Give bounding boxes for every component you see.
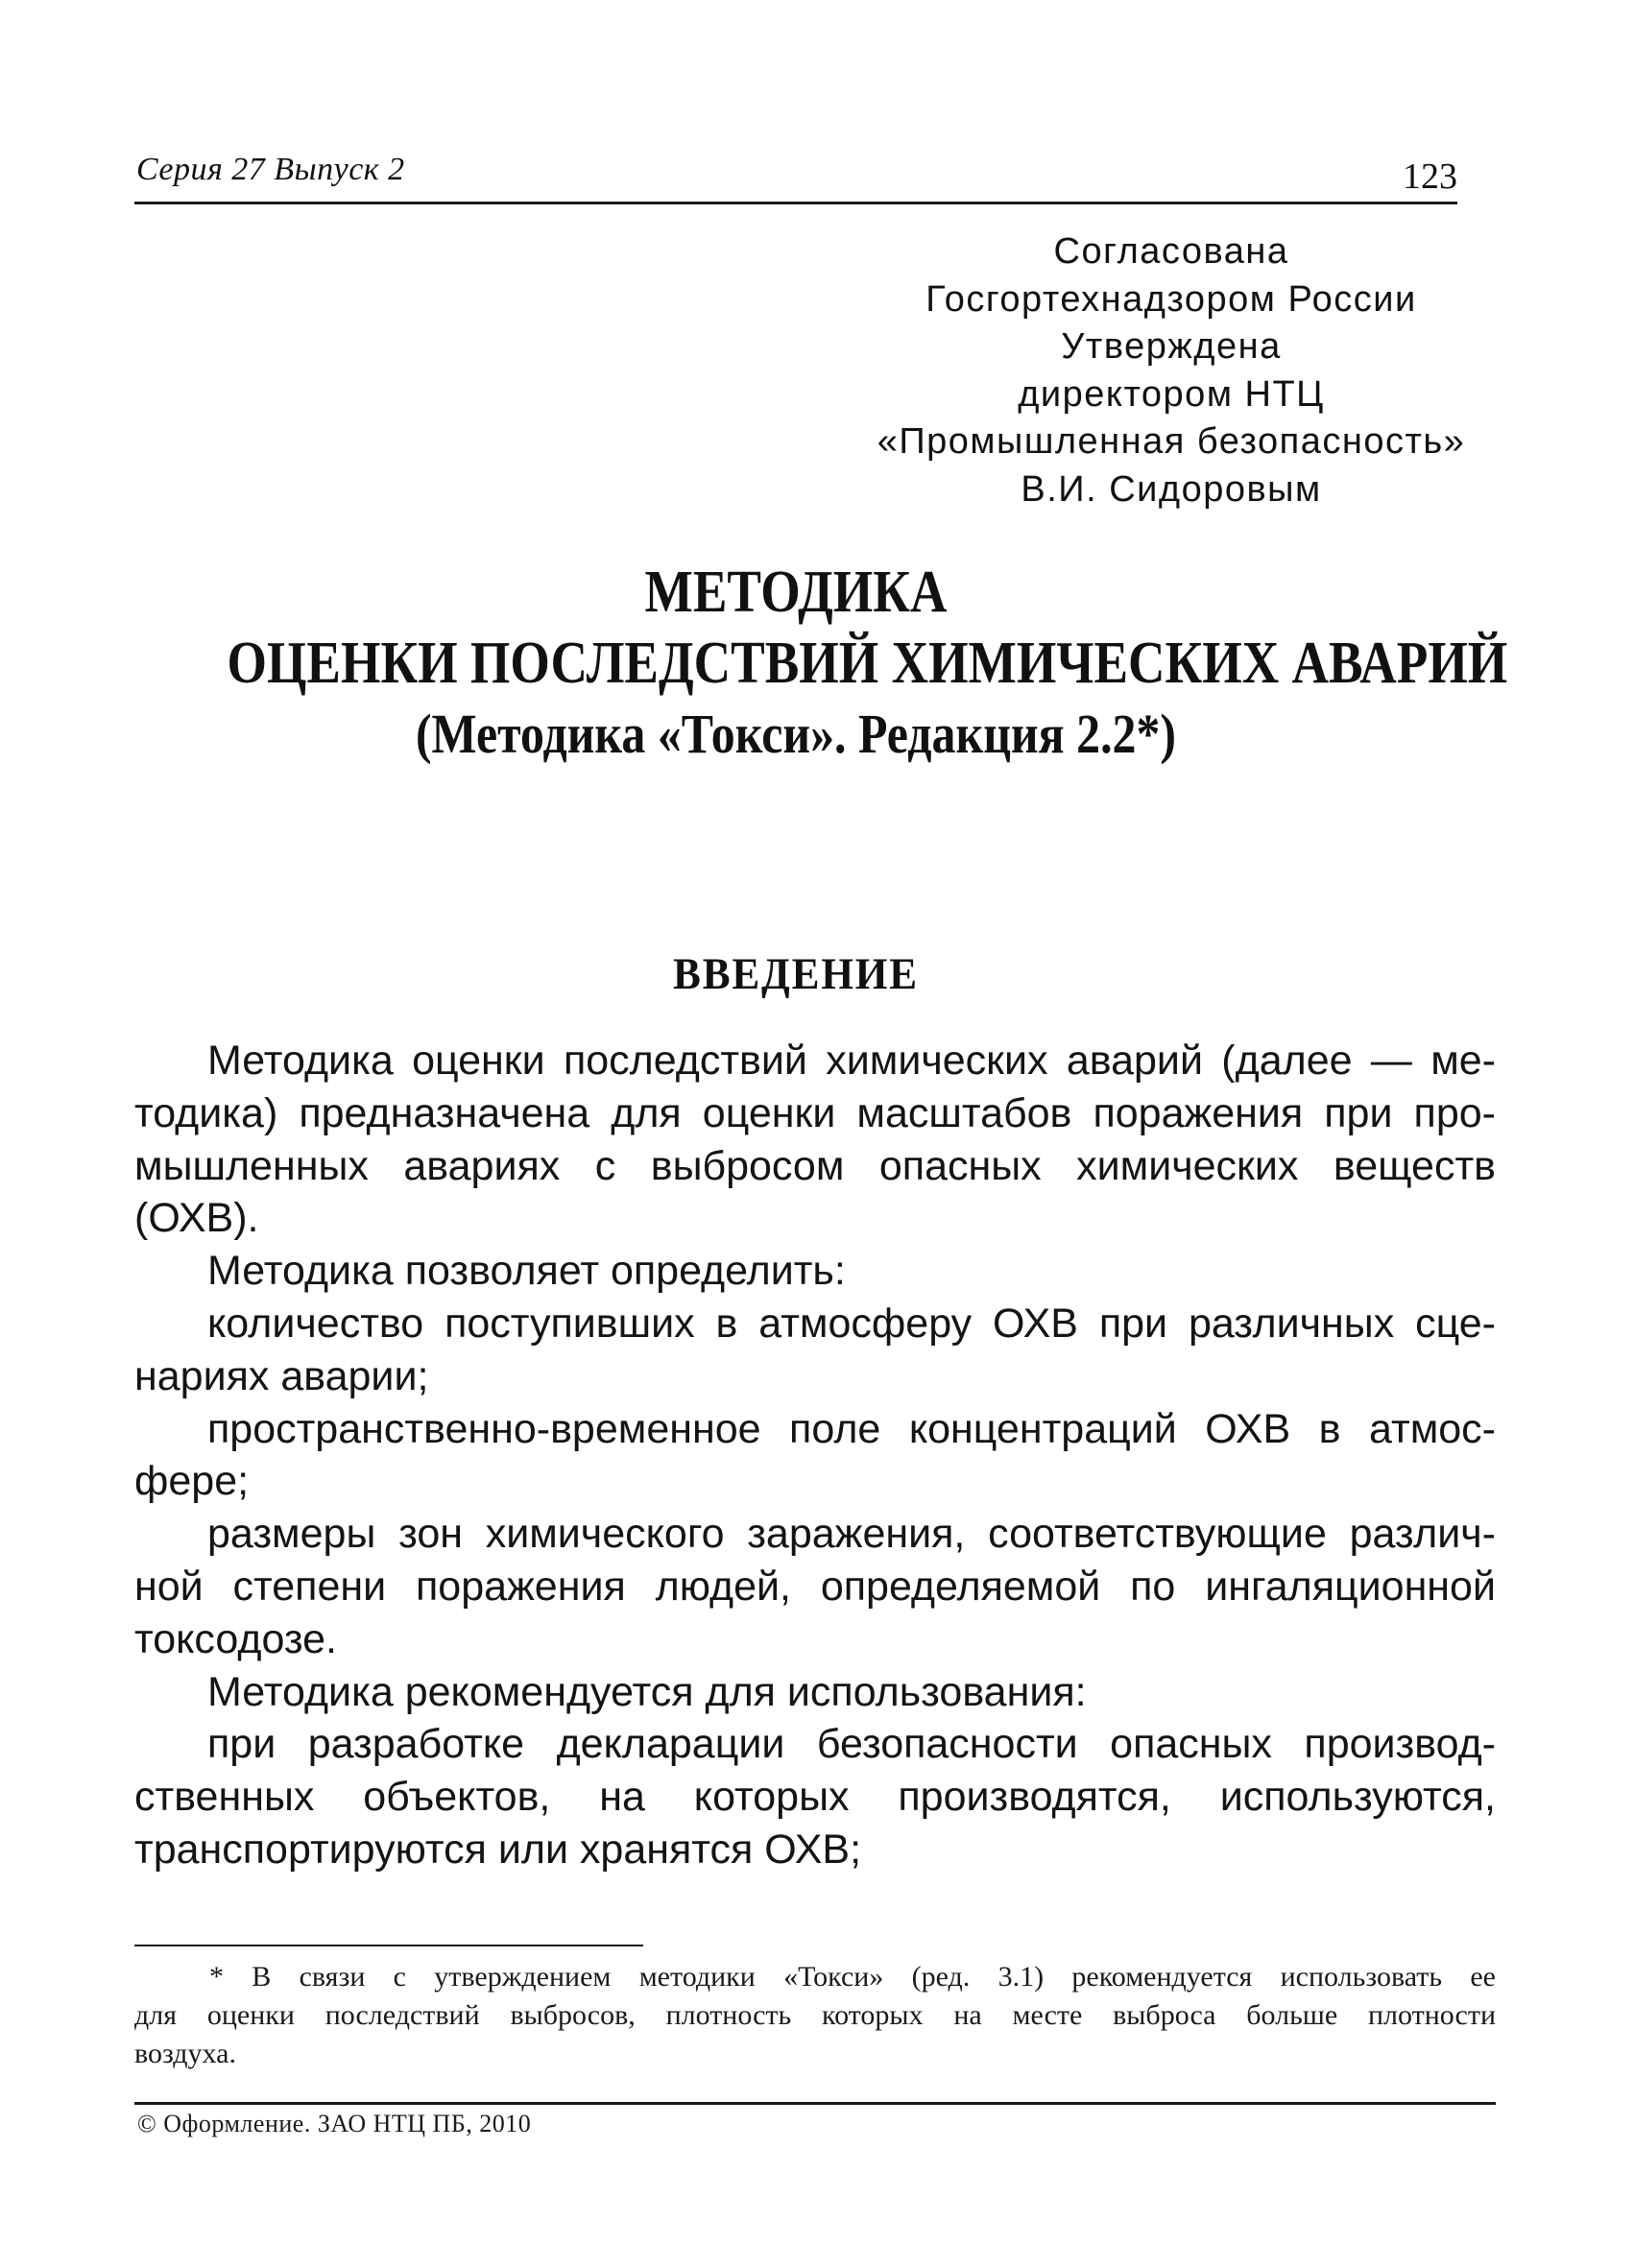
body-line: транспортируются или хранятся ОХВ; <box>134 1826 862 1873</box>
approval-line: Госгортехнадзором России <box>925 278 1417 320</box>
body-text <box>134 1035 1496 1876</box>
document-title <box>134 557 1508 770</box>
body-line: Методика рекомендуется для использования: <box>207 1668 1087 1715</box>
body-line: ной степени поражения людей, определяемой по ингаляционной <box>134 1563 1496 1610</box>
body-line: ственных объектов, на которых производятся, используются, <box>134 1774 1496 1821</box>
body-line: (ОХВ). <box>134 1195 259 1242</box>
approval-line: Согласована <box>1053 231 1289 272</box>
copyright-notice: © Оформление. ЗАО НТЦ ПБ, 2010 <box>137 2110 532 2137</box>
footnote-line: воздуха. <box>134 2038 236 2069</box>
body-line: Методика позволяет определить: <box>207 1248 846 1295</box>
footnote-rule <box>134 1945 643 1946</box>
approval-block <box>835 228 1507 513</box>
body-line: размеры зон химического заражения, соответствующие различ- <box>207 1511 1496 1558</box>
approval-line: Утверждена <box>1061 326 1282 367</box>
running-header <box>134 146 1457 204</box>
body-line: мышленных авариях с выбросом опасных химических веществ <box>134 1142 1496 1189</box>
body-line: токсодозе. <box>134 1615 337 1662</box>
approval-line: В.И. Сидоровым <box>1021 468 1322 510</box>
body-line: количество поступивших в атмосферу ОХВ при различных сце- <box>207 1300 1496 1347</box>
page-number: 123 <box>1403 156 1457 197</box>
body-line: тодика) предназначена для оценки масштабов поражения при про- <box>134 1089 1496 1136</box>
title-line-1: МЕТОДИКА <box>644 560 948 625</box>
title-line-3: (Методика «Токси». Редакция 2.2*) <box>415 703 1177 765</box>
body-line: нариях аварии; <box>134 1352 429 1399</box>
body-line: фере; <box>134 1458 250 1505</box>
title-line-2: ОЦЕНКИ ПОСЛЕДСТВИЙ ХИМИЧЕСКИХ АВАРИЙ <box>227 631 1508 696</box>
body-line: при разработке декларации безопасности опасных производ- <box>207 1721 1496 1768</box>
series-label: Серия 27 Выпуск 2 <box>136 152 405 187</box>
approval-line: «Промышленная безопасность» <box>877 421 1466 462</box>
footnote <box>134 1958 1496 2073</box>
copyright-rule <box>134 2102 1496 2105</box>
body-line: пространственно-временное поле концентраций ОХВ в атмос- <box>207 1405 1496 1452</box>
body-line: Методика оценки последствий химических аварий (далее — ме- <box>207 1038 1496 1084</box>
section-heading: ВВЕДЕНИЕ <box>673 949 919 999</box>
footnote-line: * В связи с утверждением методики «Токси» (ред. 3.1) рекомендуется использовать ее <box>209 1961 1496 1993</box>
approval-line: директором НТЦ <box>1018 373 1325 415</box>
footnote-line: для оценки последствий выбросов, плотность которых на месте выброса больше плотности <box>134 1999 1496 2031</box>
